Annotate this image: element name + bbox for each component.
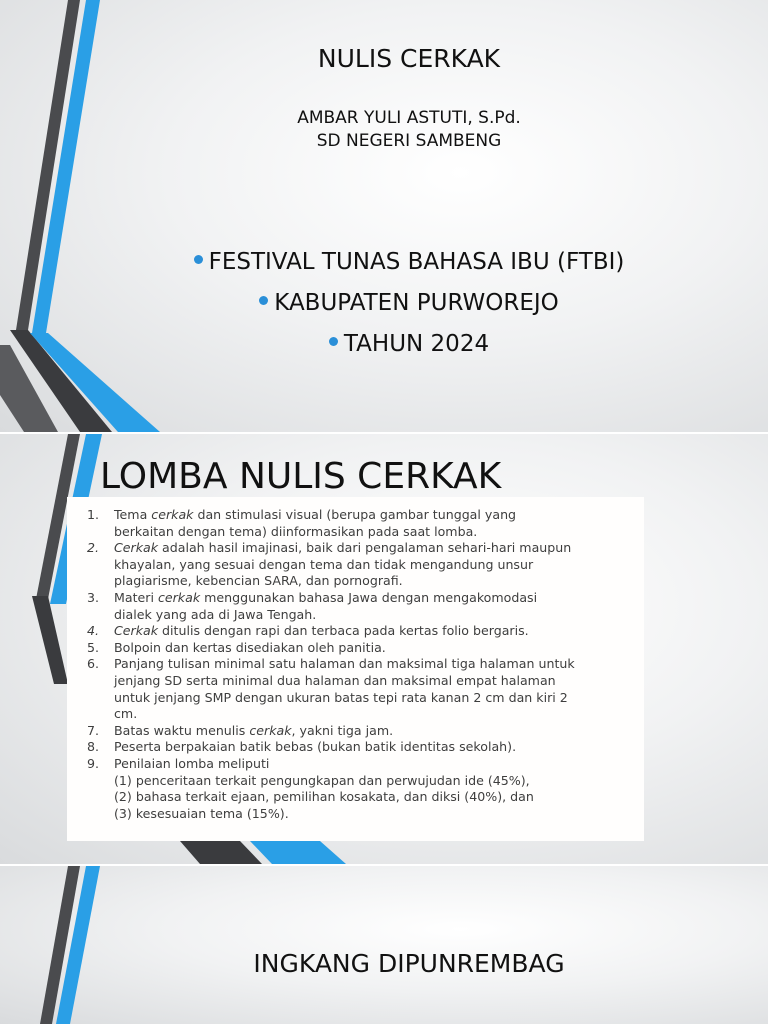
- rule-text: cm.: [114, 706, 138, 722]
- rule-text: Panjang tulisan minimal satu halaman dan maksimal tiga halaman untuk: [114, 656, 575, 672]
- rule-item: [67, 656, 644, 673]
- rule-number: 3.: [87, 589, 100, 605]
- rule-item-continued: [67, 706, 644, 723]
- rule-text: jenjang SD serta minimal dua halaman dan maksimal empat halaman: [114, 672, 556, 688]
- bullet-item: KABUPATEN PURWOREJO: [0, 287, 768, 328]
- bullet-list: [0, 246, 768, 369]
- slide-rules: [0, 434, 768, 864]
- rule-item: [67, 640, 644, 657]
- rule-number: 4.: [87, 623, 100, 639]
- rule-text: Bolpoin dan kertas disediakan oleh panitia.: [114, 639, 386, 655]
- rule-text: (1) penceritaan terkait pengungkapan dan perwujudan ide (45%),: [114, 772, 530, 788]
- bullet-item: FESTIVAL TUNAS BAHASA IBU (FTBI): [0, 246, 768, 287]
- rule-text: khayalan, yang sesuai dengan tema dan tidak mengandung unsur: [114, 556, 534, 572]
- rule-item: [67, 756, 644, 773]
- rule-item-continued: [67, 806, 644, 823]
- school-name: SD NEGERI SAMBENG: [316, 131, 502, 151]
- rule-text: Batas waktu menulis cerkak, yakni tiga jam.: [114, 722, 394, 738]
- presentation-title: NULIS CERKAK: [317, 44, 501, 73]
- slide-title: LOMBA NULIS CERKAK: [100, 456, 502, 497]
- rule-item: [67, 590, 644, 607]
- rule-text: Cerkak adalah hasil imajinasi, baik dari pengalaman sehari-hari maupun: [114, 540, 572, 556]
- rule-item: [67, 507, 644, 524]
- rule-text: plagiarisme, kebencian SARA, dan pornografi.: [114, 573, 403, 589]
- rule-number: 7.: [87, 722, 100, 738]
- rule-text: Materi cerkak menggunakan bahasa Jawa dengan mengakomodasi: [114, 589, 538, 605]
- rule-item: [67, 723, 644, 740]
- rule-text: Peserta berpakaian batik bebas (bukan batik identitas sekolah).: [114, 739, 517, 755]
- rule-number: 9.: [87, 755, 100, 771]
- rule-item-continued: [67, 573, 644, 590]
- rule-item-continued: [67, 607, 644, 624]
- rule-item-continued: [67, 524, 644, 541]
- rule-number: 5.: [87, 639, 100, 655]
- rule-number: 1.: [87, 507, 100, 522]
- slide-section: [0, 866, 768, 1024]
- rule-item: [67, 623, 644, 640]
- rule-text: dialek yang ada di Jawa Tengah.: [114, 606, 317, 622]
- rules-image: [67, 497, 644, 841]
- rules-list: [67, 497, 644, 822]
- rule-text: berkaitan dengan tema) diinformasikan pada saat lomba.: [114, 523, 478, 539]
- author-block: [0, 107, 768, 153]
- rule-number: 2.: [87, 540, 100, 556]
- rule-text: (2) bahasa terkait ejaan, pemilihan kosakata, dan diksi (40%), dan: [114, 789, 534, 805]
- section-title: INGKANG DIPUNREMBAG: [253, 949, 565, 978]
- rule-item: [67, 540, 644, 557]
- bullet-dot-icon: [259, 296, 268, 305]
- rule-item: [67, 739, 644, 756]
- rule-text: (3) kesesuaian tema (15%).: [114, 805, 289, 821]
- bullet-item: TAHUN 2024: [0, 328, 768, 369]
- rule-text: Penilaian lomba meliputi: [114, 755, 270, 771]
- rule-text: Tema cerkak dan stimulasi visual (berupa gambar tunggal yang: [114, 507, 517, 522]
- author-name: AMBAR YULI ASTUTI, S.Pd.: [297, 108, 521, 128]
- bullet-dot-icon: [194, 255, 203, 264]
- slide-decoration: [0, 866, 768, 1024]
- rule-item-continued: [67, 773, 644, 790]
- rule-number: 8.: [87, 739, 100, 755]
- rule-text: Cerkak ditulis dengan rapi dan terbaca pada kertas folio bergaris.: [114, 623, 529, 639]
- slide-title: [0, 0, 768, 432]
- rule-item-continued: [67, 690, 644, 707]
- bullet-dot-icon: [329, 337, 338, 346]
- rule-text: untuk jenjang SMP dengan ukuran batas tepi rata kanan 2 cm dan kiri 2: [114, 689, 568, 705]
- rule-number: 6.: [87, 656, 100, 672]
- rule-item-continued: [67, 673, 644, 690]
- rule-item-continued: [67, 789, 644, 806]
- rule-item-continued: [67, 557, 644, 574]
